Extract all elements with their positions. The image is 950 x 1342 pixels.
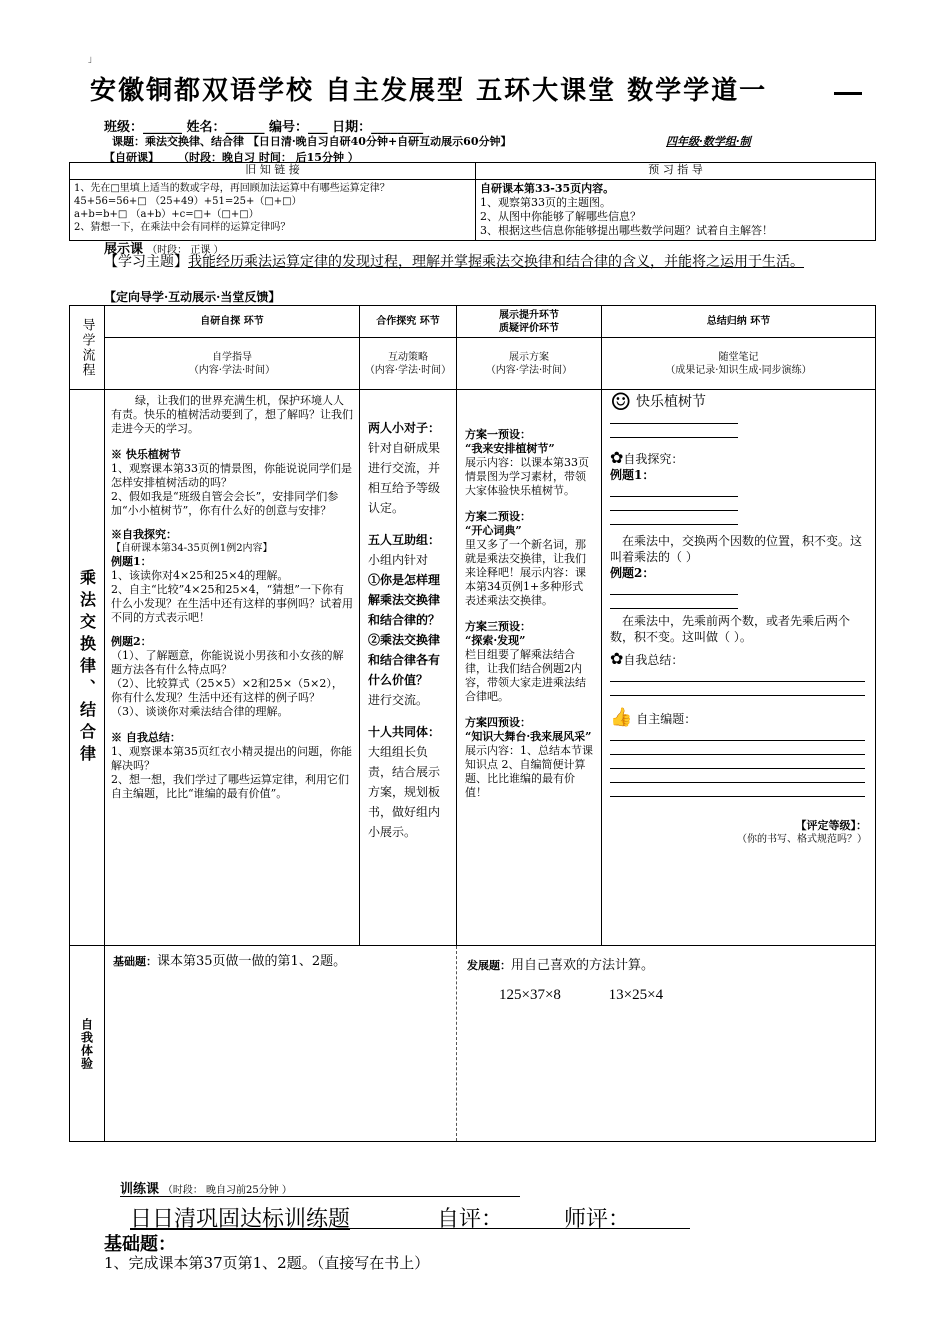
- note-blank-line[interactable]: [610, 424, 738, 438]
- col1-header: 自研自探 环节: [105, 306, 360, 338]
- example2-text: （2）、比较算式（25×5）×2和25×（5×2），你有什么发现？生活中还有这样的例子吗？: [111, 677, 343, 704]
- example2-label: 例题2：: [610, 566, 655, 580]
- col3-header: 展示提升环节 质疑评价环节: [457, 306, 602, 338]
- row-label-cell: [70, 390, 105, 946]
- plan1-title: 方案一预设：: [465, 428, 531, 441]
- experience-label-cell: [70, 946, 105, 1142]
- old-knowledge-header: 旧 知 链 接: [70, 163, 476, 180]
- group10-title: 十人共同体：: [368, 725, 441, 739]
- preview-guide-cell: [476, 180, 876, 241]
- basic-exercise-cell: [105, 946, 457, 1142]
- section-text: 1、观察课本第33页的情景图，你能说说同学们是怎样安排植树活动的吗？: [111, 462, 352, 489]
- note-blank-line[interactable]: [610, 483, 738, 497]
- smiley-icon: ☺: [610, 388, 632, 416]
- corner-mark: 」: [88, 55, 98, 65]
- training-label: 训练课: [120, 1182, 160, 1197]
- self-question-label: 自主编题：: [636, 712, 697, 726]
- plan4-title: 方案四预设：: [465, 716, 531, 729]
- col4-subheader: 随堂笔记 （成果记录·知识生成·同步演练）: [602, 338, 876, 390]
- self-question-row: [610, 707, 867, 728]
- self-study-column: [105, 390, 360, 946]
- notes-title: 快乐植树节: [635, 394, 706, 410]
- note-blank-line[interactable]: [610, 755, 865, 769]
- law1-text: 在乘法中，交换两个因数的位置，积不变。这叫着乘法的（ ）: [610, 534, 863, 564]
- explore-row: [610, 450, 867, 467]
- preview-guide-line: 2、从图中你能够了解哪些信息？: [480, 210, 641, 223]
- training-time: （时段： 晚自习前25分钟 ）: [162, 1185, 292, 1196]
- example1-text: 2、自主“比较”4×25和25×4，“猜想”一下你有什么小发现？在生活中还有这样的事例吗？试着用不同的方式表示吧！: [111, 583, 353, 624]
- note-blank-line[interactable]: [610, 511, 738, 525]
- show-plan-column: [457, 390, 602, 946]
- dev-question: 13×25×4: [608, 987, 664, 1003]
- plan3-title: 方案三预设：: [465, 620, 531, 633]
- preview-guide-line: 1、观察第33页的主题图。: [480, 196, 611, 209]
- guide-bar: 【定向导学·互动展示·当堂反馈】: [104, 290, 281, 304]
- plan3-text: 栏目组要了解乘法结合律，让我们结合例题2内容，带领大家走进乘法结合律吧。: [465, 648, 586, 703]
- flower-icon: ✿: [610, 649, 624, 668]
- explore-label: 自我探究：: [623, 452, 684, 466]
- summary-label: 自我总结：: [623, 653, 684, 667]
- group5-end: 进行交流。: [368, 693, 429, 707]
- theme-label: 【学习主题】: [104, 254, 188, 270]
- dev-label: 发展题：: [467, 959, 511, 972]
- note-blank-line[interactable]: [610, 769, 865, 783]
- basic-text: 课本第35页做一做的第1、2题。: [157, 954, 347, 969]
- plan4-name: “知识大舞台·我来展风采”: [465, 730, 592, 743]
- section-text: 2、假如我是“班级自管会会长”，安排同学们参加“小小植树节”，你有什么好的创意与安排？: [111, 490, 339, 517]
- basic-label: 基础题：: [113, 955, 157, 968]
- section-explore: ※自我探究：: [111, 528, 177, 541]
- dev-text: 用自己喜欢的方法计算。: [511, 958, 655, 973]
- flower-icon: ✿: [610, 448, 624, 467]
- col2-subheader: 互动策略 （内容·学法·时间）: [360, 338, 457, 390]
- dev-questions: [467, 987, 865, 1004]
- flow-label: 导学流程: [79, 317, 95, 378]
- main-table: [69, 305, 876, 1142]
- row-label: 乘法交换律、结合律: [77, 568, 97, 767]
- plan2-text: 里又多了一个新名词，那就是乘法交换律，让我们来诠释吧！展示内容：课本第34页例1+多种形式表述乘法交换律。: [465, 538, 586, 607]
- plan3-name: “探索·发现”: [465, 634, 526, 647]
- pair-title: 两人小对子：: [368, 421, 441, 435]
- grade-tag: 四年级·数学组·制: [666, 135, 751, 148]
- col3-subheader: 展示方案 （内容·学法·时间）: [457, 338, 602, 390]
- section-summary: ※ 自我总结：: [111, 731, 181, 744]
- summary-text: 2、想一想，我们学过了哪些运算定律，利用它们自主编题，比比“谁编的最有价值”。: [111, 773, 349, 800]
- summary-text: 1、观察课本第35页红衣小精灵提出的问题，你能解决吗？: [111, 745, 352, 772]
- example1-label: 例题1：: [610, 468, 655, 482]
- show-class-time: （时段： 正课 ）: [147, 245, 224, 256]
- plan1-text: 展示内容：以课本第33页情景图为学习素材，带领大家体验快乐植树节。: [465, 456, 589, 497]
- self-eval-label: 自评：: [437, 1207, 504, 1232]
- training-basic-item: 1、完成课本第37页第1、2题。（直接写在书上）: [104, 1254, 430, 1272]
- summary-row: [610, 651, 867, 668]
- preview-guide-header: 预 习 指 导: [476, 163, 876, 180]
- section-tree-festival: ※ 快乐植树节: [111, 448, 181, 461]
- self-study-time: （时段：晚自习 时间： 后15分钟 ）: [178, 151, 359, 164]
- theme-text: 我能经历乘法运算定律的发现过程，理解并掌握乘法交换律和结合律的含义，并能将之运用于生活。: [188, 254, 804, 270]
- old-knowledge-line: 2、猜想一下，在乘法中会有同样的运算定律吗？: [74, 222, 291, 233]
- group5-q2: ②乘法交换律和结合律各有什么价值？: [368, 633, 441, 687]
- col2-header: 合作探究 环节: [360, 306, 457, 338]
- training-divider: [120, 1196, 520, 1197]
- info-line: 班级：______ 姓名：______ 编号：___ 日期：________: [104, 120, 424, 135]
- preview-guide-line: 3、根据这些信息你能够提出哪些数学问题？试着自主解答！: [480, 224, 773, 237]
- old-knowledge-line: a+b=b+□ （a+b）+c=□+（□+□）: [74, 209, 259, 220]
- show-class-label: 展示课: [104, 242, 144, 257]
- preview-guide-line: 自研课本第33-35页内容。: [480, 182, 615, 195]
- title-underline: [130, 1228, 690, 1229]
- self-study-label: 【自研课】: [104, 151, 159, 164]
- note-blank-line[interactable]: [610, 741, 865, 755]
- grade-note: （你的书写、格式规范吗？）: [737, 834, 867, 845]
- learning-theme: [104, 254, 864, 270]
- plan2-title: 方案二预设：: [465, 510, 531, 523]
- flow-label-cell: [70, 306, 105, 390]
- note-blank-line[interactable]: [610, 783, 865, 797]
- example2-text: （1）、了解题意，你能说说小男孩和小女孩的解题方法各有什么特点吗？: [111, 649, 344, 676]
- pair-text: 针对自研成果进行交流，并相互给予等级认定。: [368, 441, 441, 515]
- note-blank-line[interactable]: [610, 682, 865, 696]
- col1-subheader: 自学指导 （内容·学法·时间）: [105, 338, 360, 390]
- example1-title: 例题1：: [111, 555, 152, 568]
- notes-column: [602, 390, 876, 946]
- training-title: 日日清巩固达标训练题: [130, 1207, 351, 1232]
- group5-q1: ①你是怎样理解乘法交换律和结合律的？: [368, 573, 441, 627]
- section-explore-sub: 【自研课本第34-35页例1例2内容】: [111, 543, 273, 554]
- old-knowledge-cell: [70, 180, 476, 241]
- training-basic-label: 基础题：: [104, 1234, 176, 1255]
- example1-text: 1、该读你对4×25和25×4的理解。: [111, 569, 289, 582]
- old-knowledge-line: 1、先在□里填上适当的数或字母，再回顾加法运算中有哪些运算定律？: [74, 183, 390, 194]
- dev-question: 125×37×8: [499, 987, 561, 1003]
- teacher-eval-label: 师评：: [564, 1207, 631, 1232]
- col4-header: 总结归纳 环节: [602, 306, 876, 338]
- plan2-name: “开心词典”: [465, 524, 522, 537]
- example2-title: 例题2：: [111, 635, 152, 648]
- group5-title: 五人互助组：: [368, 533, 441, 547]
- group5-text: 小组内针对: [368, 553, 429, 567]
- intro-text: 绿，让我们的世界充满生机，保护环境人人有责。快乐的植树活动要到了，想了解吗？让我们走进今天的学习。: [111, 394, 353, 435]
- grade-label: 【评定等级】：: [795, 819, 867, 832]
- thumbs-up-icon: 👍: [610, 707, 633, 728]
- preview-table: [69, 162, 876, 241]
- notes-title-row: [610, 388, 867, 416]
- group10-text: 大组组长负责，结合展示方案，规划板书，做好组内小展示。: [368, 745, 441, 839]
- note-blank-line[interactable]: [610, 595, 738, 609]
- old-knowledge-line: 45+56=56+□ （25+49）+51=25+（□+□）: [74, 196, 302, 207]
- title-dash: [834, 92, 862, 95]
- plan1-name: “我来安排植树节”: [465, 442, 555, 455]
- note-blank-line[interactable]: [610, 727, 865, 741]
- note-blank-line[interactable]: [610, 581, 738, 595]
- topic-line: 课题：乘法交换律、结合律 【日日清·晚自习自研40分钟+自研互动展示60分钟】: [112, 135, 512, 148]
- experience-label: 自我体验: [79, 1017, 94, 1070]
- training-row: [120, 1178, 292, 1197]
- note-blank-line[interactable]: [610, 497, 738, 511]
- development-exercise-cell: [457, 946, 876, 1142]
- note-blank-line[interactable]: [610, 668, 865, 682]
- law2-text: 在乘法中，先乘前两个数，或者先乘后两个数，积不变。这叫做（ ）。: [610, 614, 851, 644]
- example2-text: （3）、谈谈你对乘法结合律的理解。: [111, 705, 289, 718]
- page-title: 安徽铜都双语学校 自主发展型 五环大课堂 数学学道一: [90, 76, 768, 106]
- cooperation-column: [360, 390, 457, 946]
- plan4-text: 展示内容：1、总结本节课知识点 2、自编简便计算题、比比谁编的最有价值！: [465, 744, 593, 799]
